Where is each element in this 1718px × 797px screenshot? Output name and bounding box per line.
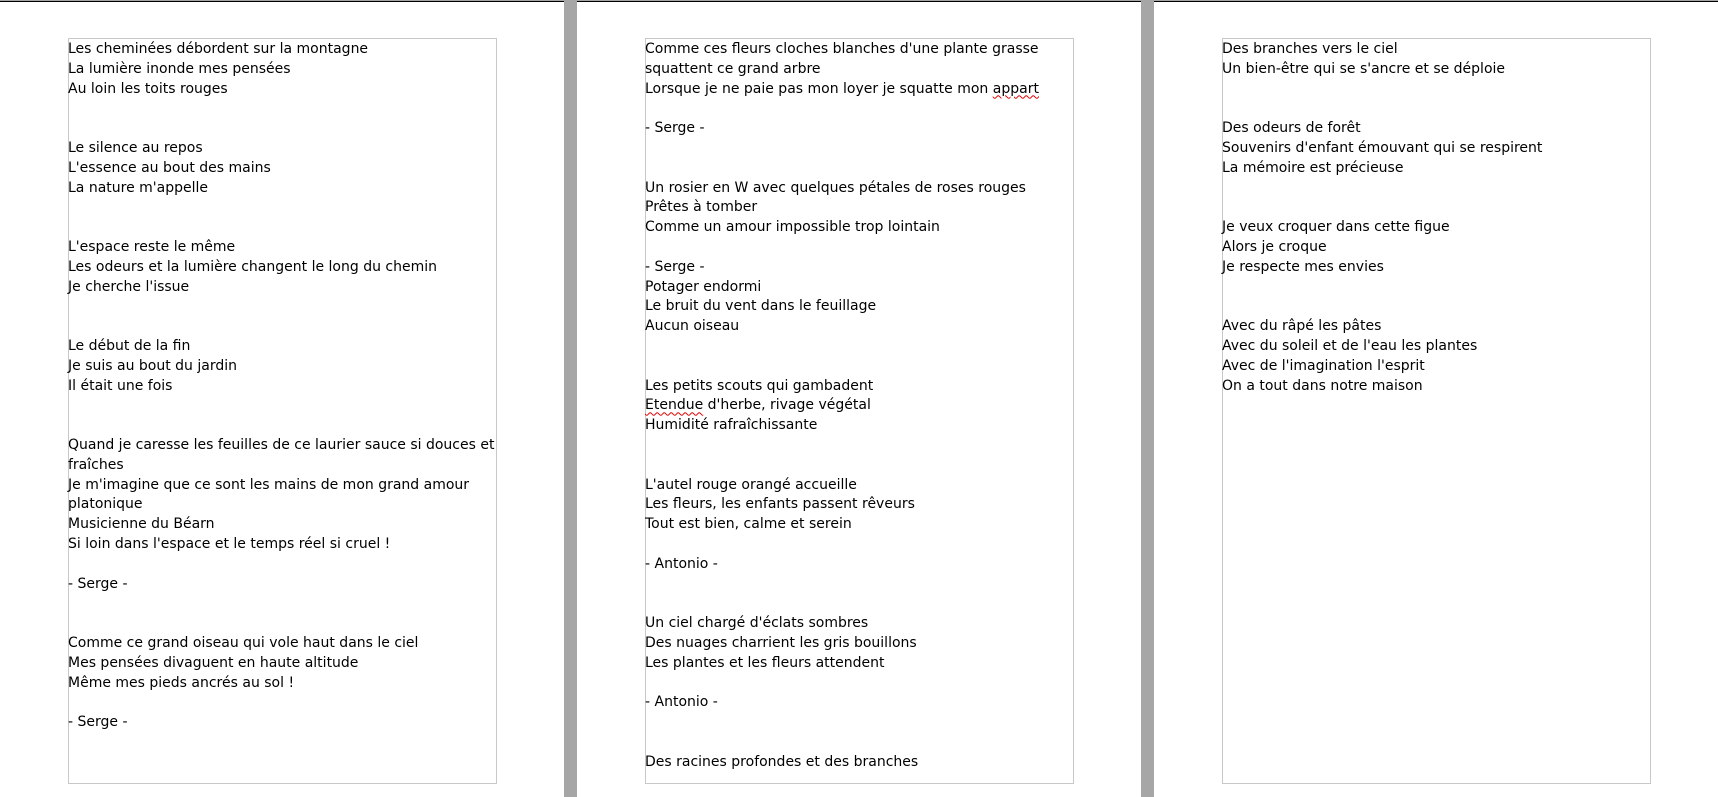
line-text: Quand je caresse les feuilles de ce laurier sauce si douces et xyxy=(68,436,495,453)
page-3-text[interactable] xyxy=(1222,40,1662,396)
text-line xyxy=(1222,179,1662,199)
line-text: L'espace reste le même xyxy=(68,238,236,255)
text-line xyxy=(1222,238,1662,258)
text-line xyxy=(68,278,508,298)
line-text: On a tout dans notre maison xyxy=(1222,377,1423,394)
line-text: Au loin les toits rouges xyxy=(68,80,228,97)
line-text: - Serge - xyxy=(645,120,705,137)
text-line xyxy=(645,693,1085,713)
text-line xyxy=(68,357,508,377)
line-text: Il était une fois xyxy=(68,377,173,394)
line-text: La lumière inonde mes pensées xyxy=(68,60,291,77)
line-text: Les plantes et les fleurs attendent xyxy=(645,654,885,671)
text-line xyxy=(645,179,1085,199)
line-text: Lorsque je ne paie pas mon loyer je squatte mon xyxy=(645,80,993,97)
text-line xyxy=(1222,258,1662,278)
text-line xyxy=(645,753,1085,773)
line-text: Des nuages charrient les gris bouillons xyxy=(645,634,917,651)
line-text: Avec du soleil et de l'eau les plantes xyxy=(1222,337,1478,354)
text-line xyxy=(645,674,1085,694)
text-line xyxy=(645,198,1085,218)
text-line xyxy=(645,99,1085,119)
text-line xyxy=(645,60,1085,80)
text-line xyxy=(645,159,1085,179)
text-line xyxy=(1222,198,1662,218)
line-text: L'essence au bout des mains xyxy=(68,159,271,176)
page-1 xyxy=(0,1,564,797)
text-line xyxy=(1222,357,1662,377)
text-line xyxy=(645,238,1085,258)
line-text: Je cherche l'issue xyxy=(68,278,190,295)
page-2-text[interactable] xyxy=(645,40,1085,772)
text-line xyxy=(1222,80,1662,100)
text-line xyxy=(68,693,508,713)
text-line xyxy=(68,258,508,278)
text-line xyxy=(68,119,508,139)
text-line xyxy=(68,179,508,199)
text-line xyxy=(645,317,1085,337)
text-line xyxy=(645,119,1085,139)
text-line xyxy=(1222,317,1662,337)
text-line xyxy=(68,139,508,159)
text-line xyxy=(68,674,508,694)
text-line xyxy=(68,476,508,496)
text-line xyxy=(645,416,1085,436)
text-line xyxy=(1222,218,1662,238)
text-line xyxy=(645,40,1085,60)
text-line xyxy=(645,555,1085,575)
text-line xyxy=(645,258,1085,278)
line-text: Comme ces fleurs cloches blanches d'une plante grasse xyxy=(645,41,1039,57)
line-text: Potager endormi xyxy=(645,278,762,295)
text-line xyxy=(68,416,508,436)
line-text: - Antonio - xyxy=(645,555,718,572)
page-2 xyxy=(577,1,1141,797)
text-line xyxy=(645,654,1085,674)
text-line xyxy=(645,297,1085,317)
line-text: Tout est bien, calme et serein xyxy=(645,516,852,533)
text-line xyxy=(645,476,1085,496)
text-line xyxy=(1222,297,1662,317)
text-line xyxy=(645,218,1085,238)
line-text: - Antonio - xyxy=(645,694,718,711)
text-line xyxy=(645,733,1085,753)
text-line xyxy=(68,159,508,179)
text-line xyxy=(645,594,1085,614)
text-line xyxy=(645,634,1085,654)
line-text: Si loin dans l'espace et le temps réel si cruel ! xyxy=(68,535,391,552)
text-line xyxy=(645,614,1085,634)
text-line xyxy=(1222,278,1662,298)
line-text: Le silence au repos xyxy=(68,139,203,156)
line-text: Aucun oiseau xyxy=(645,318,740,335)
text-line xyxy=(68,535,508,555)
text-line xyxy=(645,515,1085,535)
text-line xyxy=(68,713,508,733)
line-text: Souvenirs d'enfant émouvant qui se respirent xyxy=(1222,139,1543,156)
line-text: Les cheminées débordent sur la montagne xyxy=(68,41,369,57)
line-text: - Serge - xyxy=(68,575,128,592)
line-text: Avec de l'imagination l'esprit xyxy=(1222,357,1425,374)
text-line xyxy=(68,456,508,476)
line-text: squattent ce grand arbre xyxy=(645,60,821,77)
text-line xyxy=(68,377,508,397)
text-line xyxy=(645,713,1085,733)
text-line xyxy=(68,337,508,357)
line-text: Des racines profondes et des branches xyxy=(645,753,919,770)
text-line xyxy=(68,654,508,674)
line-text: Les fleurs, les enfants passent rêveurs xyxy=(645,496,915,513)
text-line xyxy=(645,456,1085,476)
line-text: - Serge - xyxy=(645,258,705,275)
line-text: Alors je croque xyxy=(1222,238,1327,255)
text-line xyxy=(68,60,508,80)
page-1-text[interactable] xyxy=(68,40,508,733)
line-text: Même mes pieds ancrés au sol ! xyxy=(68,674,295,691)
text-line xyxy=(68,198,508,218)
text-line xyxy=(1222,119,1662,139)
text-line xyxy=(68,436,508,456)
text-line xyxy=(68,396,508,416)
line-text: Le début de la fin xyxy=(68,337,191,354)
misspelled-word[interactable]: appart xyxy=(992,80,1039,97)
line-text: Les petits scouts qui gambadent xyxy=(645,377,874,394)
line-text: Prêtes à tomber xyxy=(645,199,758,216)
text-line xyxy=(645,278,1085,298)
text-line xyxy=(68,555,508,575)
text-line xyxy=(68,218,508,238)
text-line xyxy=(1222,377,1662,397)
text-line xyxy=(1222,159,1662,179)
text-line xyxy=(68,575,508,595)
line-text: Des odeurs de forêt xyxy=(1222,120,1361,137)
text-line xyxy=(1222,60,1662,80)
page-3 xyxy=(1154,1,1718,797)
text-line xyxy=(1222,139,1662,159)
text-line xyxy=(1222,99,1662,119)
text-line xyxy=(68,40,508,60)
text-line xyxy=(68,238,508,258)
text-line xyxy=(68,594,508,614)
line-text: Humidité rafraîchissante xyxy=(645,417,818,434)
line-text: Un ciel chargé d'éclats sombres xyxy=(645,615,869,632)
text-line xyxy=(1222,40,1662,60)
line-text: Un bien-être qui se s'ancre et se déploie xyxy=(1222,60,1506,77)
text-line xyxy=(68,80,508,100)
line-text: Musicienne du Béarn xyxy=(68,516,215,533)
line-text: Comme ce grand oiseau qui vole haut dans le ciel xyxy=(68,634,419,651)
text-line xyxy=(1222,337,1662,357)
line-text: Mes pensées divaguent en haute altitude xyxy=(68,654,359,671)
text-line xyxy=(645,396,1085,416)
misspelled-word[interactable]: Etendue xyxy=(645,397,704,414)
text-line xyxy=(645,357,1085,377)
line-text: d'herbe, rivage végétal xyxy=(703,397,871,414)
text-line xyxy=(68,99,508,119)
text-line xyxy=(645,436,1085,456)
text-line xyxy=(68,614,508,634)
text-line xyxy=(645,575,1085,595)
text-line xyxy=(68,634,508,654)
line-text: Avec du râpé les pâtes xyxy=(1222,318,1382,335)
line-text: Les odeurs et la lumière changent le long du chemin xyxy=(68,258,437,275)
text-line xyxy=(645,337,1085,357)
line-text: Un rosier en W avec quelques pétales de roses rouges xyxy=(645,179,1026,196)
line-text: platonique xyxy=(68,496,143,513)
line-text: Le bruit du vent dans le feuillage xyxy=(645,298,877,315)
line-text: La mémoire est précieuse xyxy=(1222,159,1404,176)
line-text: - Serge - xyxy=(68,714,128,731)
text-line xyxy=(645,535,1085,555)
text-line xyxy=(645,377,1085,397)
text-line xyxy=(68,297,508,317)
line-text: Je m'imagine que ce sont les mains de mon grand amour xyxy=(68,476,470,493)
text-line xyxy=(645,139,1085,159)
line-text: L'autel rouge orangé accueille xyxy=(645,476,857,493)
text-line xyxy=(645,80,1085,100)
line-text: Je respecte mes envies xyxy=(1222,258,1384,275)
text-line xyxy=(645,495,1085,515)
text-line xyxy=(68,317,508,337)
line-text: Je suis au bout du jardin xyxy=(68,357,237,374)
line-text: La nature m'appelle xyxy=(68,179,208,196)
text-line xyxy=(68,495,508,515)
line-text: Comme un amour impossible trop lointain xyxy=(645,219,940,236)
text-line xyxy=(68,515,508,535)
line-text: Je veux croquer dans cette figue xyxy=(1222,219,1450,236)
line-text: Des branches vers le ciel xyxy=(1222,41,1398,57)
line-text: fraîches xyxy=(68,456,124,473)
